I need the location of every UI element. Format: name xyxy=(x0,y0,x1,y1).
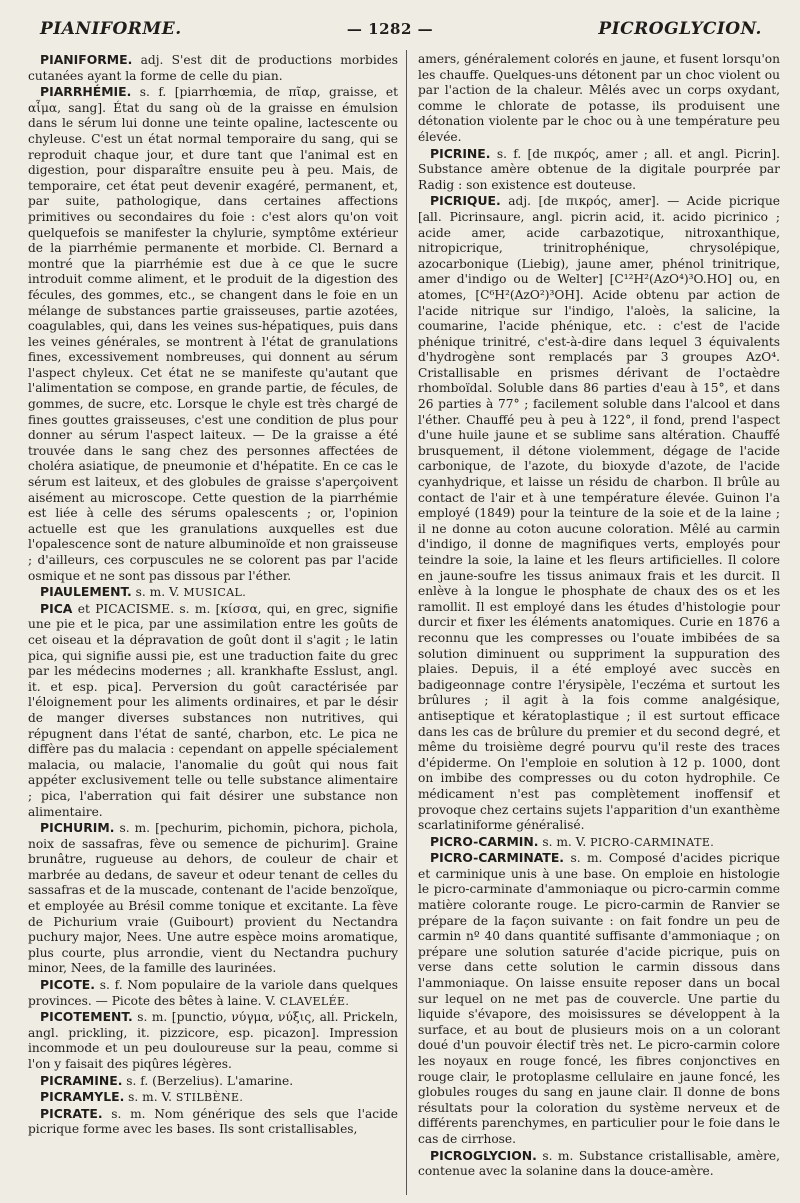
definition: s. m. V. xyxy=(135,585,184,600)
entry-picote xyxy=(28,977,398,1009)
entry-piaulement xyxy=(28,584,398,601)
headword: PICA xyxy=(40,600,73,616)
left-column xyxy=(28,52,398,1197)
entry-picrine xyxy=(418,146,780,194)
definition: adj. [de πικρός, amer]. — Acide picrique [all. Picrinsaure, angl. picrin acid, it. acido picrinico ; acide amer, acide carbazotique, nitroxanthique, nitropicrique, trinitrophénique, chrysolépique, azocarbonique (Liebig), jaune amer, phénol trinitrique, amer d'indigo ou de Welter] [C¹²H²(AzO⁴)³O.HO] ou, en atomes, [C⁶H²(AzO²)³OH]. Acide obtenu par action de l'acide nitrique sur l'indigo, l'aloès, la salicine, la coumarine, l'acide phénique, etc. : c'est de l'acide phénique trinitré, c'est-à-dire dans lequel 3 équivalents d'hydrogène sont remplacés par 3 groupes AzO⁴. Cristallisable en prismes dérivant de l'octaèdre rhomboïdal. Soluble dans 86 parties d'eau à 15°, et dans 26 parties à 77° ; facilement soluble dans l'alcool et dans l'éther. Chauffé peu à peu à 122°, il fond, prend l'aspect d'une huile jaune et se sublime sans altération. Chauffé brusquement, il détone violemment, dégage de l'acide carbonique, de l'azote, du bioxyde d'azote, de l'acide cyanhydrique, et laisse un résidu de charbon. Il brûle au contact de l'air et à une température élevée. Guinon l'a employé (1849) pour la teinture de la soie et de la laine ; il ne donne au coton aucune coloration. Mêlé au carmin d'indigo, il donne de magnifiques verts, employés pour teindre la soie, la laine et les fleurs artificielles. Il colore en jaune-soufre les tissus animaux frais et les durcit. Il enlève à la longue le phosphate de chaux des os et les ramollit. Il est employé dans les études d'histologie pour durcir et fixer les éléments anatomiques. Curie en 1876 a reconnu que les compresses ou l'ouate imbibées de sa solution diminuent ou suppriment la suppuration des plaies. Depuis, il a été employé avec succès en badigeonnage contre l'érysipèle, l'eczéma et surtout les brûlures ; il agit à la fois comme analgésique, antiseptique et kératoplastique ; il est surtout efficace dans les cas de brûlure du premier et du second degré, et même du troisième degré pourvu qu'il reste des traces d'épiderme. On l'emploie en solution à 12 p. 1000, dont on imbibe des compresses ou du coton hydrophile. Ce médicament n'est pas complètement inoffensif et provoque chez certains sujets l'apparition d'un exanthème scarlatiniforme généralisé. xyxy=(418,194,780,833)
entry-pianiforme xyxy=(28,52,398,84)
headword: PICRAMINE. xyxy=(40,1072,123,1088)
definition: s. m. Composé d'acides picrique et carminique unis à une base. On emploie en histologie le picro-carminate d'ammoniaque ou picro-carmin comme matière colorante rouge. Le picro-carmin de Ranvier se prépare de la façon suivante : on fait fondre un peu de carmin nº 40 dans quantité suffisante d'ammoniaque ; on prépare une solution saturée d'acide picrique, puis on verse dans cette solution le carmin dissous dans l'ammoniaque. On laisse ensuite reposer dans un bocal sur lequel on ne met pas de couvercle. Une partie du liquide s'évapore, des moisissures se développent à la surface, et au bout de plusieurs mois on a un colorant doué d'un pouvoir électif très net. Le picro-carmin colore les noyaux en rouge foncé, les fibres conjonctives en rouge clair, le protoplasme cellulaire en jaune foncé, les globules rouges du sang en jaune clair. Il donne de bons résultats pour la coloration du système nerveux et de différents parenchymes, en particulier pour le foie dans le cas de cirrhose. xyxy=(418,851,780,1146)
entry-picrique xyxy=(418,193,780,833)
definition: s. f. [piarrhœmia, de πῖαρ, graisse, et αἷμα, sang]. État du sang où de la graisse en émulsion dans le sérum lui donne une teinte opaline, lactescente ou chyleuse. C'est un état normal temporaire du sang, qui se reproduit chaque jour, et dure tant que l'animal est en digestion, pour disparaître ensuite peu à peu. Mais, de temporaire, cet état peut devenir exagéré, permanent, et, par suite, pathologique, dans certaines affections primitives ou secondaires du foie : c'est alors qu'on voit quelquefois se manifester la chylurie, symptôme extérieur de la piarrhémie permanente et morbide. Cl. Bernard a montré que la piarrhémie est due à ce que le sucre introduit comme aliment, et le produit de la digestion des fécules, des gommes, etc., se changent dans le foie en un mélange de substances partie graisseuses, partie azotées, coagulables, qui, dans les veines sus-hépatiques, puis dans les veines générales, se montrent à l'état de granulations fines, excessivement nombreuses, qui donnent au sérum l'aspect chyleux. Cet état ne se manifeste qu'autant que l'alimentation se compose, en grande partie, de fécules, de gommes, de sucre, etc. Lorsque le chyle est très chargé de fines gouttes graisseuses, c'est une condition de plus pour donner au sérum l'aspect laiteux. — De la graisse a été trouvée dans le sang chez des personnes affectées de choléra asiatique, de pneumonie et d'hépatite. En ce cas le sérum est laiteux, et des globules de graisse s'aperçoivent aisément au microscope. Cette question de la piarrhémie est liée à celle des sérums opalescents ; or, l'opinion actuelle est que les granulations auxquelles est due l'opalescence sont de nature albuminoïde et non graisseuse ; d'ailleurs, ces corpuscules ne se colorent pas par l'acide osmique et ne sont pas dissous par l'éther. xyxy=(28,85,398,583)
entry-picotement xyxy=(28,1009,398,1072)
headword: PIANIFORME. xyxy=(40,52,133,67)
headword: PICOTEMENT. xyxy=(40,1009,133,1025)
headword: PICHURIM. xyxy=(40,820,115,836)
page-header xyxy=(40,14,762,44)
headword: PICRATE. xyxy=(40,1105,103,1121)
column-divider xyxy=(406,50,407,1195)
definition: s. m. Substance cristallisable, amère, contenue avec la solanine dans la douce-amère. xyxy=(418,1148,780,1179)
definition: s. m. [punctio, νύγμα, νύξις, all. Prickeln, angl. prickling, it. pizzicore, esp. picazon]. Impression incommode et un peu douloureuse sur la peau, comme si l'on y faisait des piqûres légères. xyxy=(28,1010,398,1071)
definition: s. m. V. xyxy=(128,1090,176,1105)
entry-picrate-continued xyxy=(418,52,780,146)
headword: PICRO-CARMINATE. xyxy=(430,850,565,866)
cross-reference: MUSICAL. xyxy=(183,586,247,600)
definition: s. m. V. xyxy=(542,834,591,849)
headword: PICRIQUE. xyxy=(430,193,501,209)
headword: PICOTE. xyxy=(40,977,95,993)
entry-picrate xyxy=(28,1106,398,1138)
definition: s. f. (Berzelius). L'amarine. xyxy=(126,1073,294,1088)
entry-pichurim xyxy=(28,820,398,977)
definition: s. f. Nom populaire de la variole dans quelques provinces. — Picote des bêtes à laine. V. xyxy=(28,978,398,1008)
headword: PIARRHÉMIE. xyxy=(40,84,132,100)
entry-picramyle xyxy=(28,1089,398,1106)
entry-picro-carmin xyxy=(418,834,780,851)
entry-picroglycion xyxy=(418,1148,780,1180)
header-left-word: PIANIFORME. xyxy=(40,19,182,39)
page-number: — 1282 — xyxy=(346,20,434,38)
headword: PIAULEMENT. xyxy=(40,584,132,600)
definition: amers, généralement colorés en jaune, et fusent lorsqu'on les chauffe. Quelques-uns détonent par un choc violent ou par l'action de la chaleur. Mêlés avec un corps oxydant, comme le chlorate de potasse, ils produisent une détonation violente par le choc ou à une température peu élevée. xyxy=(418,52,780,144)
cross-reference: PICRO-CARMINATE. xyxy=(590,835,715,849)
entry-picramine xyxy=(28,1073,398,1090)
entry-pica xyxy=(28,601,398,820)
definition: s. m. Nom générique des sels que l'acide picrique forme avec les bases. Ils sont cristallisables, xyxy=(28,1106,398,1137)
right-column xyxy=(418,52,780,1197)
headword: PICRINE. xyxy=(430,145,491,161)
cross-reference: STILBÈNE. xyxy=(175,1091,244,1105)
entry-piarrhemie xyxy=(28,84,398,584)
cross-reference: CLAVELÉE. xyxy=(279,994,350,1008)
definition: adj. S'est dit de productions morbides cutanées ayant la forme de celle du pian. xyxy=(28,53,398,83)
headword: PICRAMYLE. xyxy=(40,1089,125,1105)
header-right-word: PICROGLYCION. xyxy=(598,19,762,39)
definition: et PICACISME. s. m. [κίσσα, qui, en grec, signifie une pie et le pica, par une assimilation entre les goûts de cet oiseau et la dépravation de goût dont il s'agit ; le latin pica, qui signifie aussi pie, est une traduction faite du grec par les médecins modernes ; all. krankhafte Esslust, angl. it. et esp. pica]. Perversion du goût caractérisée par l'éloignement pour les aliments ordinaires, et par le désir de manger diverses substances non nutritives, qui répugnent dans l'état de santé, charbon, etc. Le pica ne diffère pas du malacia : cependant on appelle spécialement malacia, ou malacie, l'anomalie du goût qui nous fait appéter exclusivement telle ou telle substance alimentaire ; pica, l'aberration qui fait désirer une substance non alimentaire. xyxy=(28,601,398,819)
definition: s. f. [de πικρός, amer ; all. et angl. Picrin]. Substance amère obtenue de la digitale pourprée par Radig : son existence est douteuse. xyxy=(418,146,780,192)
entry-picro-carminate xyxy=(418,850,780,1147)
definition: s. m. [pechurim, pichomin, pichora, pichola, noix de sassafras, fève ou semence de pichurim]. Graine brunâtre, rugueuse au dehors, de couleur de chair et marbrée au dedans, de saveur et odeur tenant de celles du sassafras et de la muscade, contenant de l'acide benzoïque, et employée au Brésil comme tonique et excitante. La fève de Pichurium vraie (Guibourt) provient du Nectandra puchury major, Nees. Une autre espèce moins aromatique, plus courte, plus arrondie, vient du Nectandra puchury minor, Nees, de la famille des laurinées. xyxy=(28,821,398,976)
headword: PICRO-CARMIN. xyxy=(430,833,539,849)
headword: PICROGLYCION. xyxy=(430,1147,537,1163)
